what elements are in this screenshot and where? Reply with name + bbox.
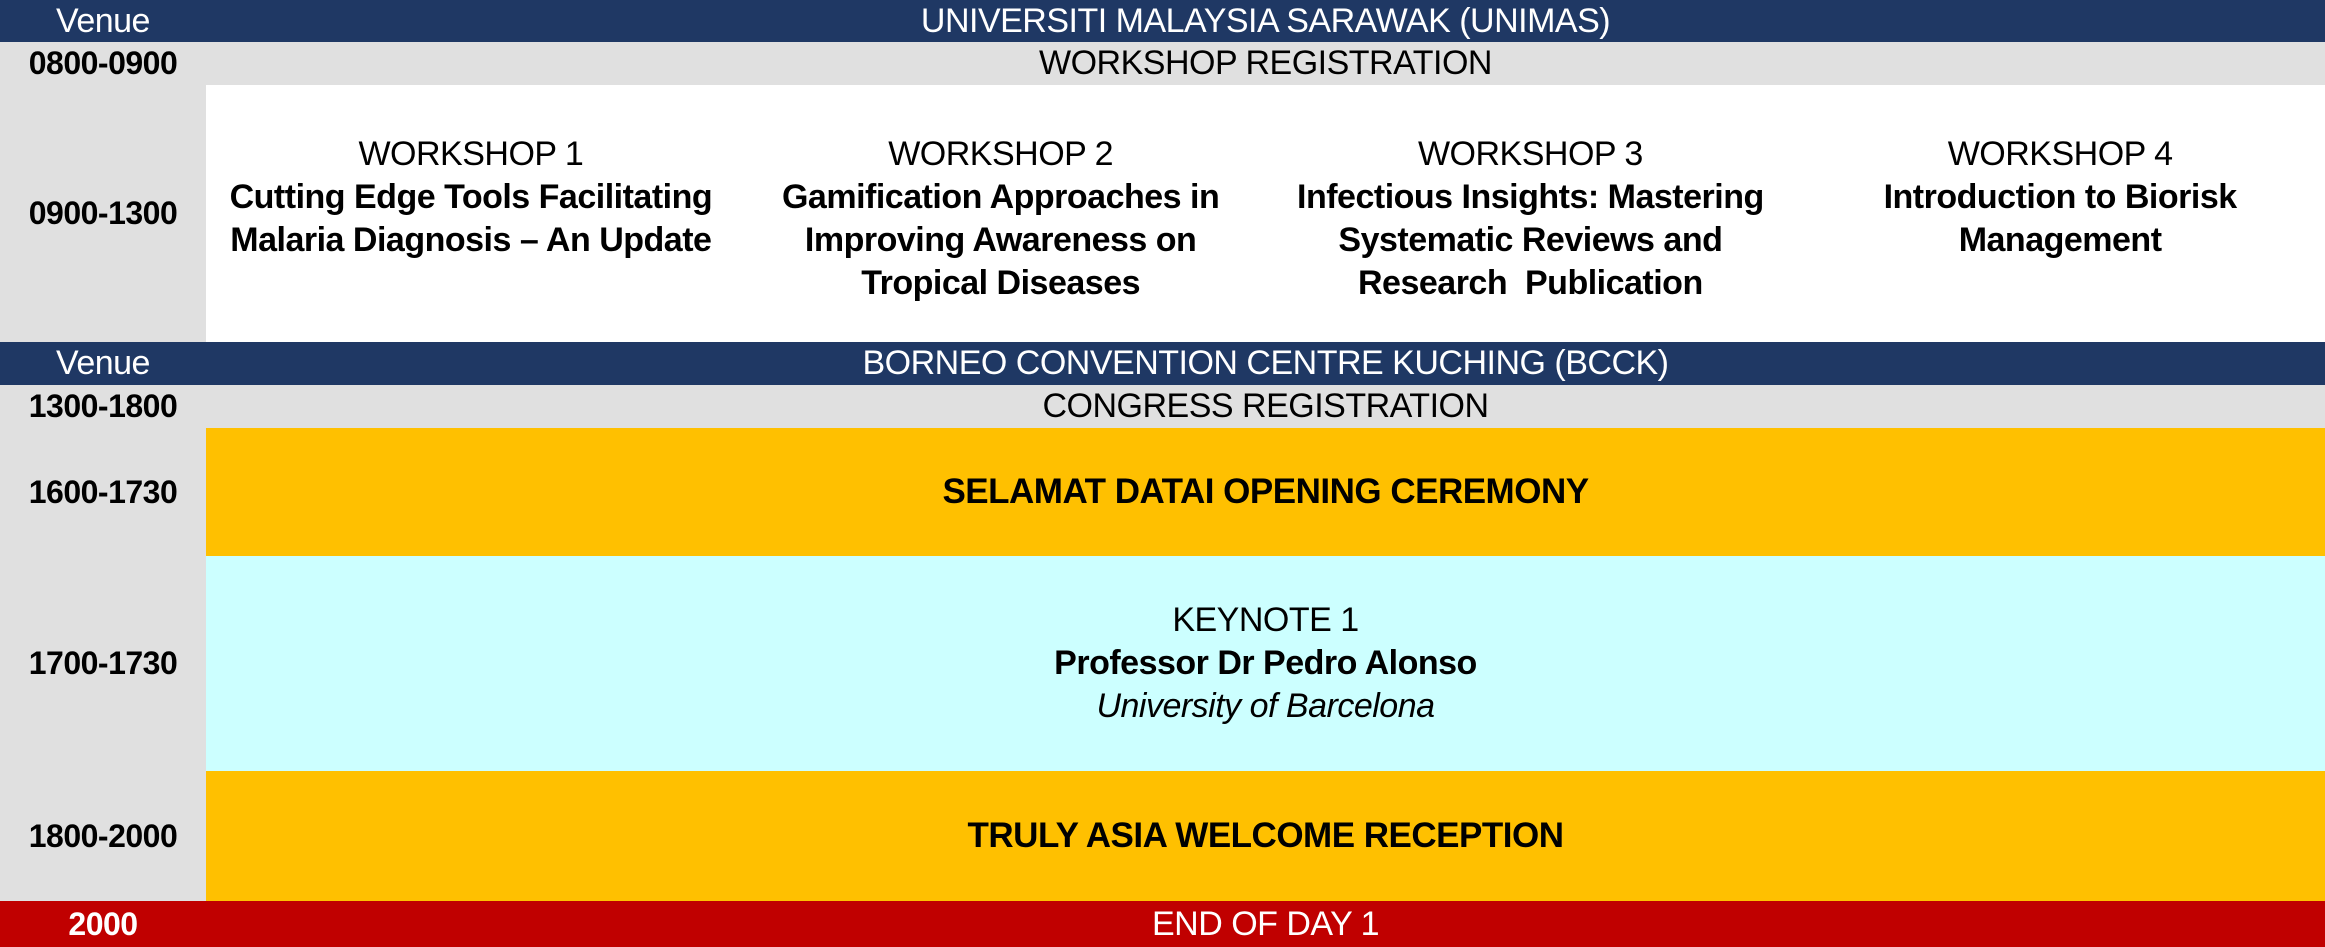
- workshop-title-line: Management: [1958, 221, 2162, 259]
- workshop-title-line: Gamification Approaches in: [781, 178, 1220, 216]
- venue-label: Venue: [0, 0, 206, 42]
- workshop-title-line: Research Publication: [1358, 264, 1703, 302]
- keynote-session: [206, 556, 2325, 771]
- time-slot: 0800-0900: [0, 42, 206, 85]
- workshop-title-line: Infectious Insights: Mastering: [1297, 178, 1764, 216]
- workshop-1: [206, 85, 736, 342]
- keynote-speaker: Professor Dr Pedro Alonso: [1054, 644, 1477, 682]
- workshop-title-line: Malaria Diagnosis – An Update: [230, 221, 712, 259]
- workshop-registration: WORKSHOP REGISTRATION: [206, 42, 2325, 85]
- time-slot: 1800-2000: [0, 771, 206, 901]
- congress-registration: CONGRESS REGISTRATION: [206, 385, 2325, 428]
- end-time: 2000: [0, 901, 206, 947]
- time-slot: 0900-1300: [0, 85, 206, 342]
- time-slot: 1700-1730: [0, 556, 206, 771]
- workshop-number: WORKSHOP 1: [358, 135, 584, 173]
- workshops-row: [206, 85, 2325, 342]
- time-slot: 1300-1800: [0, 385, 206, 428]
- workshop-title-line: Tropical Diseases: [861, 264, 1141, 302]
- welcome-reception: TRULY ASIA WELCOME RECEPTION: [206, 771, 2325, 901]
- venue-name: UNIVERSITI MALAYSIA SARAWAK (UNIMAS): [206, 0, 2325, 42]
- time-slot: 1600-1730: [0, 428, 206, 556]
- workshop-title-line: Cutting Edge Tools Facilitating: [229, 178, 713, 216]
- venue-name: BORNEO CONVENTION CENTRE KUCHING (BCCK): [206, 342, 2325, 385]
- workshop-title-line: Introduction to Biorisk: [1883, 178, 2237, 216]
- workshop-title-line: Systematic Reviews and: [1338, 221, 1723, 259]
- workshop-2: [736, 85, 1266, 342]
- keynote-affiliation: University of Barcelona: [1096, 687, 1435, 725]
- workshop-number: WORKSHOP 3: [1417, 135, 1643, 173]
- workshop-3: [1266, 85, 1796, 342]
- opening-ceremony: SELAMAT DATAI OPENING CEREMONY: [206, 428, 2325, 556]
- workshop-number: WORKSHOP 4: [1947, 135, 2173, 173]
- workshop-number: WORKSHOP 2: [888, 135, 1114, 173]
- venue-label: Venue: [0, 342, 206, 385]
- workshop-title-line: Improving Awareness on: [804, 221, 1197, 259]
- keynote-label: KEYNOTE 1: [1172, 601, 1359, 639]
- workshop-4: [1795, 85, 2325, 342]
- end-of-day: END OF DAY 1: [206, 901, 2325, 947]
